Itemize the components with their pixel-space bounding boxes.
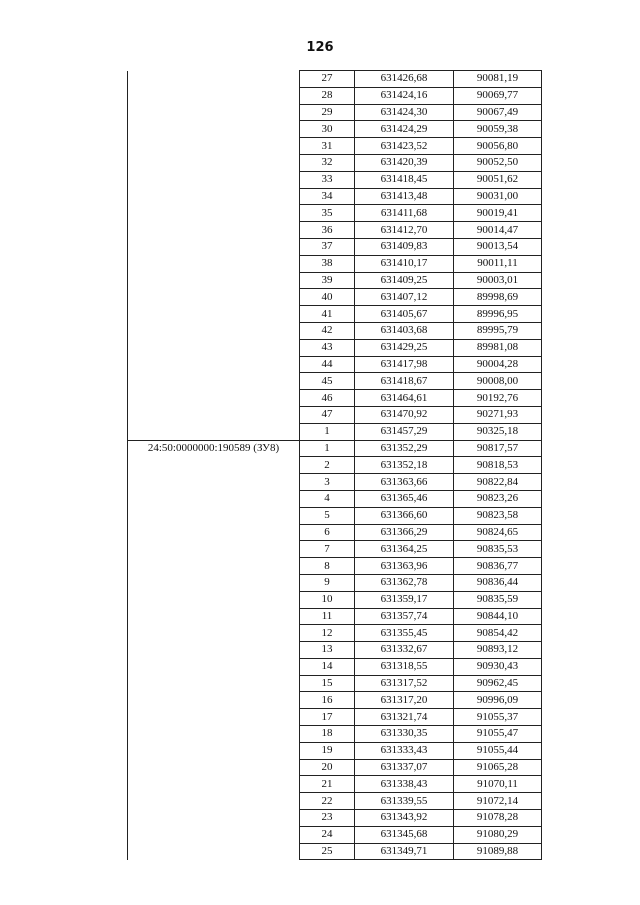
point-number-cell: 3 xyxy=(300,474,355,491)
x-coordinate-cell: 631420,39 xyxy=(355,154,454,171)
x-coordinate-cell: 631405,67 xyxy=(355,306,454,323)
x-coordinate-cell: 631317,20 xyxy=(355,692,454,709)
point-number-cell: 24 xyxy=(300,826,355,843)
x-coordinate-cell: 631352,18 xyxy=(355,457,454,474)
x-coordinate-cell: 631362,78 xyxy=(355,574,454,591)
point-number-cell: 13 xyxy=(300,642,355,659)
coordinates-table xyxy=(127,70,542,860)
point-number-cell: 23 xyxy=(300,810,355,827)
point-number-cell: 37 xyxy=(300,238,355,255)
point-number-cell: 28 xyxy=(300,87,355,104)
point-number-cell: 7 xyxy=(300,541,355,558)
y-coordinate-cell: 90192,76 xyxy=(454,390,542,407)
point-number-cell: 32 xyxy=(300,154,355,171)
x-coordinate-cell: 631330,35 xyxy=(355,726,454,743)
y-coordinate-cell: 90854,42 xyxy=(454,625,542,642)
point-number-cell: 39 xyxy=(300,272,355,289)
x-coordinate-cell: 631366,29 xyxy=(355,524,454,541)
x-coordinate-cell: 631410,17 xyxy=(355,255,454,272)
x-coordinate-cell: 631339,55 xyxy=(355,793,454,810)
x-coordinate-cell: 631407,12 xyxy=(355,289,454,306)
y-coordinate-cell: 90962,45 xyxy=(454,675,542,692)
point-number-cell: 40 xyxy=(300,289,355,306)
point-number-cell: 45 xyxy=(300,373,355,390)
point-number-cell: 6 xyxy=(300,524,355,541)
y-coordinate-cell: 90823,26 xyxy=(454,490,542,507)
point-number-cell: 22 xyxy=(300,793,355,810)
point-number-cell: 31 xyxy=(300,138,355,155)
point-number-cell: 8 xyxy=(300,558,355,575)
point-number-cell: 5 xyxy=(300,507,355,524)
x-coordinate-cell: 631417,98 xyxy=(355,356,454,373)
y-coordinate-cell: 90056,80 xyxy=(454,138,542,155)
point-number-cell: 19 xyxy=(300,742,355,759)
y-coordinate-cell: 90824,65 xyxy=(454,524,542,541)
y-coordinate-cell: 90081,19 xyxy=(454,71,542,88)
x-coordinate-cell: 631426,68 xyxy=(355,71,454,88)
y-coordinate-cell: 90011,11 xyxy=(454,255,542,272)
x-coordinate-cell: 631464,61 xyxy=(355,390,454,407)
x-coordinate-cell: 631418,67 xyxy=(355,373,454,390)
x-coordinate-cell: 631363,96 xyxy=(355,558,454,575)
y-coordinate-cell: 91080,29 xyxy=(454,826,542,843)
coordinates-table-body xyxy=(128,71,542,860)
table-row xyxy=(128,71,542,88)
parcel-id-cell xyxy=(128,440,300,860)
y-coordinate-cell: 90019,41 xyxy=(454,205,542,222)
x-coordinate-cell: 631318,55 xyxy=(355,658,454,675)
x-coordinate-cell: 631409,83 xyxy=(355,238,454,255)
point-number-cell: 35 xyxy=(300,205,355,222)
point-number-cell: 44 xyxy=(300,356,355,373)
table-row xyxy=(128,440,542,457)
point-number-cell: 33 xyxy=(300,171,355,188)
point-number-cell: 16 xyxy=(300,692,355,709)
point-number-cell: 15 xyxy=(300,675,355,692)
x-coordinate-cell: 631343,92 xyxy=(355,810,454,827)
y-coordinate-cell: 90930,43 xyxy=(454,658,542,675)
x-coordinate-cell: 631349,71 xyxy=(355,843,454,860)
x-coordinate-cell: 631366,60 xyxy=(355,507,454,524)
point-number-cell: 17 xyxy=(300,709,355,726)
point-number-cell: 2 xyxy=(300,457,355,474)
y-coordinate-cell: 90008,00 xyxy=(454,373,542,390)
x-coordinate-cell: 631332,67 xyxy=(355,642,454,659)
y-coordinate-cell: 90325,18 xyxy=(454,423,542,440)
point-number-cell: 27 xyxy=(300,71,355,88)
point-number-cell: 18 xyxy=(300,726,355,743)
y-coordinate-cell: 90996,09 xyxy=(454,692,542,709)
y-coordinate-cell: 90059,38 xyxy=(454,121,542,138)
y-coordinate-cell: 91078,28 xyxy=(454,810,542,827)
x-coordinate-cell: 631364,25 xyxy=(355,541,454,558)
y-coordinate-cell: 90818,53 xyxy=(454,457,542,474)
x-coordinate-cell: 631403,68 xyxy=(355,322,454,339)
point-number-cell: 36 xyxy=(300,222,355,239)
y-coordinate-cell: 90893,12 xyxy=(454,642,542,659)
x-coordinate-cell: 631363,66 xyxy=(355,474,454,491)
point-number-cell: 29 xyxy=(300,104,355,121)
y-coordinate-cell: 90835,59 xyxy=(454,591,542,608)
x-coordinate-cell: 631429,25 xyxy=(355,339,454,356)
y-coordinate-cell: 90835,53 xyxy=(454,541,542,558)
x-coordinate-cell: 631338,43 xyxy=(355,776,454,793)
x-coordinate-cell: 631359,17 xyxy=(355,591,454,608)
x-coordinate-cell: 631411,68 xyxy=(355,205,454,222)
y-coordinate-cell: 90822,84 xyxy=(454,474,542,491)
x-coordinate-cell: 631345,68 xyxy=(355,826,454,843)
point-number-cell: 34 xyxy=(300,188,355,205)
x-coordinate-cell: 631424,16 xyxy=(355,87,454,104)
y-coordinate-cell: 90014,47 xyxy=(454,222,542,239)
y-coordinate-cell: 90069,77 xyxy=(454,87,542,104)
parcel-id-cell xyxy=(128,71,300,441)
y-coordinate-cell: 90836,44 xyxy=(454,574,542,591)
point-number-cell: 12 xyxy=(300,625,355,642)
point-number-cell: 10 xyxy=(300,591,355,608)
x-coordinate-cell: 631423,52 xyxy=(355,138,454,155)
y-coordinate-cell: 91070,11 xyxy=(454,776,542,793)
point-number-cell: 14 xyxy=(300,658,355,675)
x-coordinate-cell: 631317,52 xyxy=(355,675,454,692)
y-coordinate-cell: 90067,49 xyxy=(454,104,542,121)
y-coordinate-cell: 91055,44 xyxy=(454,742,542,759)
x-coordinate-cell: 631424,30 xyxy=(355,104,454,121)
y-coordinate-cell: 90823,58 xyxy=(454,507,542,524)
point-number-cell: 20 xyxy=(300,759,355,776)
x-coordinate-cell: 631424,29 xyxy=(355,121,454,138)
y-coordinate-cell: 90817,57 xyxy=(454,440,542,457)
x-coordinate-cell: 631365,46 xyxy=(355,490,454,507)
point-number-cell: 1 xyxy=(300,440,355,457)
point-number-cell: 1 xyxy=(300,423,355,440)
x-coordinate-cell: 631321,74 xyxy=(355,709,454,726)
x-coordinate-cell: 631412,70 xyxy=(355,222,454,239)
point-number-cell: 43 xyxy=(300,339,355,356)
point-number-cell: 38 xyxy=(300,255,355,272)
x-coordinate-cell: 631413,48 xyxy=(355,188,454,205)
page-number: 126 xyxy=(306,40,334,55)
y-coordinate-cell: 90013,54 xyxy=(454,238,542,255)
point-number-cell: 25 xyxy=(300,843,355,860)
y-coordinate-cell: 90836,77 xyxy=(454,558,542,575)
y-coordinate-cell: 91072,14 xyxy=(454,793,542,810)
y-coordinate-cell: 91055,37 xyxy=(454,709,542,726)
x-coordinate-cell: 631457,29 xyxy=(355,423,454,440)
y-coordinate-cell: 89995,79 xyxy=(454,322,542,339)
y-coordinate-cell: 90271,93 xyxy=(454,406,542,423)
point-number-cell: 9 xyxy=(300,574,355,591)
y-coordinate-cell: 89981,08 xyxy=(454,339,542,356)
x-coordinate-cell: 631357,74 xyxy=(355,608,454,625)
x-coordinate-cell: 631418,45 xyxy=(355,171,454,188)
y-coordinate-cell: 90031,00 xyxy=(454,188,542,205)
y-coordinate-cell: 90052,50 xyxy=(454,154,542,171)
point-number-cell: 41 xyxy=(300,306,355,323)
y-coordinate-cell: 90051,62 xyxy=(454,171,542,188)
x-coordinate-cell: 631352,29 xyxy=(355,440,454,457)
y-coordinate-cell: 89996,95 xyxy=(454,306,542,323)
y-coordinate-cell: 90004,28 xyxy=(454,356,542,373)
x-coordinate-cell: 631355,45 xyxy=(355,625,454,642)
point-number-cell: 21 xyxy=(300,776,355,793)
y-coordinate-cell: 90844,10 xyxy=(454,608,542,625)
point-number-cell: 11 xyxy=(300,608,355,625)
x-coordinate-cell: 631333,43 xyxy=(355,742,454,759)
y-coordinate-cell: 90003,01 xyxy=(454,272,542,289)
y-coordinate-cell: 89998,69 xyxy=(454,289,542,306)
point-number-cell: 30 xyxy=(300,121,355,138)
y-coordinate-cell: 91065,28 xyxy=(454,759,542,776)
point-number-cell: 42 xyxy=(300,322,355,339)
y-coordinate-cell: 91089,88 xyxy=(454,843,542,860)
point-number-cell: 4 xyxy=(300,490,355,507)
parcel-id-label: 24:50:0000000:190589 (ЗУ8) xyxy=(147,441,280,454)
point-number-cell: 47 xyxy=(300,406,355,423)
x-coordinate-cell: 631409,25 xyxy=(355,272,454,289)
x-coordinate-cell: 631337,07 xyxy=(355,759,454,776)
x-coordinate-cell: 631470,92 xyxy=(355,406,454,423)
y-coordinate-cell: 91055,47 xyxy=(454,726,542,743)
point-number-cell: 46 xyxy=(300,390,355,407)
